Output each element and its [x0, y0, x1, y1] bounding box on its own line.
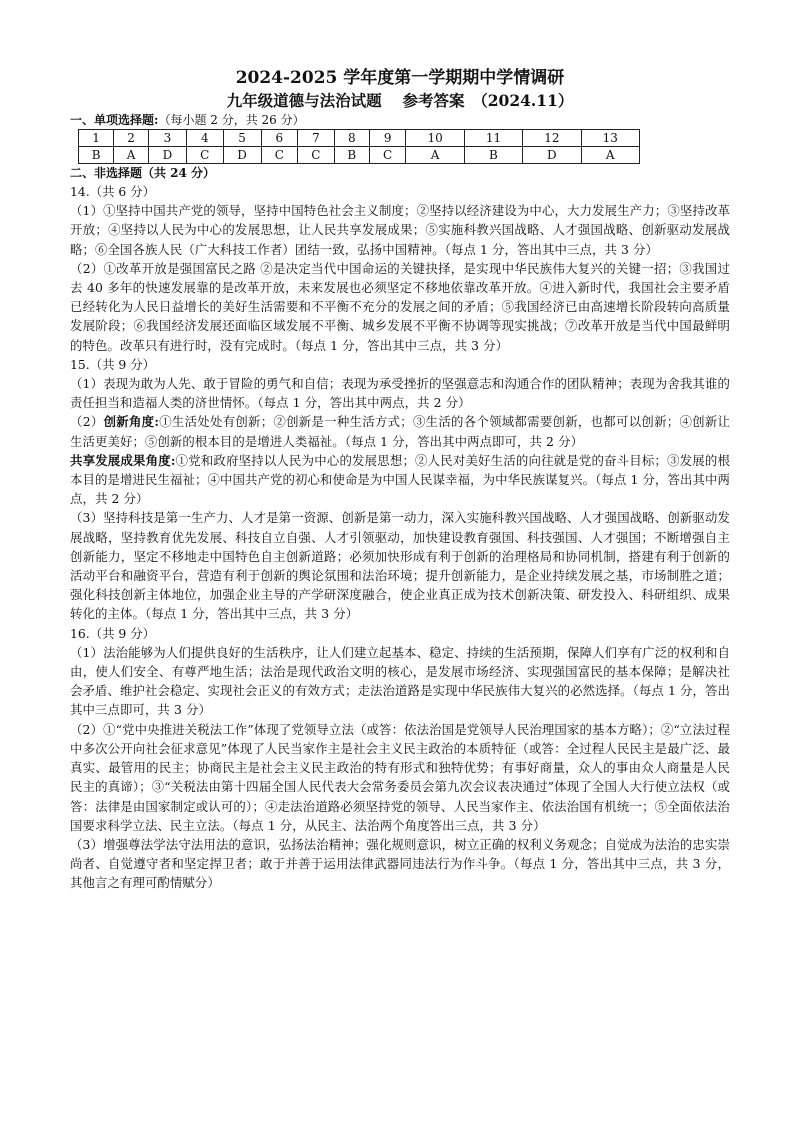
question-number: 4 — [187, 130, 224, 147]
innovation-angle-text: ①生活处处有创新；②创新是一种生活方式；③生活的各个领域都需要创新，也都可以创新；④创新让生活更美好；⑤创新的根本目的是增进人类福祉。（每点 1 分，答出其中两点即可，共 2 分） — [70, 414, 731, 449]
section1-heading — [70, 112, 730, 129]
q16-answer-3: （3）增强尊法学法守法用法的意识，弘扬法治精神；强化规则意识，树立正确的权利义务观念；自觉成为法治的忠实崇尚者、自觉遵守者和坚定捍卫者；敢于并善于运用法律武器同违法行为作斗争。（每点 1 分，答出其中三点，共 3 分，其他言之有理可酌情赋分） — [70, 836, 730, 891]
q16-answer-2: （2）①“党中央推进关税法工作”体现了党领导立法（或答：依法治国是党领导人民治理国家的基本方略）；②“立法过程中多次公开向社会征求意见”体现了人民当家作主是社会主义民主政治的本质特征（或答：全过程人民民主是最广泛、最真实、最管用的民主；协商民主是社会主义民主政治的特有形式和独特优势；有事好商量，众人的事由众人商量是人民民主的真谛）；③“关税法由第十四届全国人民代表大会常务委员会第九次会议表决通过”体现了全国人大行使立法权（或答：法律是由国家制定或认可的）；④走法治道路必须坚持党的领导、人民当家作主、依法治国有机统一；⑤全面依法治国要求科学立法、民主立法。（每点 1 分，从民主、法治两个角度答出三点，共 3 分） — [70, 721, 730, 833]
question-number: 12 — [523, 130, 581, 147]
answer-cell: A — [406, 147, 464, 164]
answer-table — [78, 129, 640, 164]
q14-answer-1: （1）①坚持中国共产党的领导，坚持中国特色社会主义制度；②坚持以经济建设为中心，大力发展生产力；③坚持改革开放；④坚持以人民为中心的发展思想，让人民共享发展成果；⑤实施科教兴国战略、人才强国战略、创新驱动发展战略；⑥全国各族人民（广大科技工作者）团结一致，弘扬中国精神。（每点 1 分，答出其中三点，共 3 分） — [70, 203, 730, 257]
question-number: 6 — [261, 130, 298, 147]
answer-cell: C — [187, 147, 224, 164]
answer-cell: D — [148, 147, 186, 164]
shared-development-text: ①党和政府坚持以人民为中心的发展思想；②人民对美好生活的向往就是党的奋斗目标；③发展的根本目的是增进民生福祉；④中国共产党的初心和使命是为中国人民谋幸福，为中华民族谋复兴。（每点 1 分，答出其中两点，共 2 分） — [70, 452, 730, 507]
question-number: 5 — [223, 130, 261, 147]
answer-cell: B — [79, 147, 114, 164]
answer-table-number-row — [79, 130, 640, 147]
question-number: 10 — [406, 130, 464, 147]
section2-heading: 二、非选择题（共 24 分） — [70, 166, 216, 180]
q16-answer-1: （1）法治能够为人们提供良好的生活秩序，让人们建立起基本、稳定、持续的生活预期，保障人们享有广泛的权利和自由，使人们安全、有尊严地生活；法治是现代政治文明的核心，是发展市场经济、实现强国富民的基本保障；是解决社会矛盾、维护社会稳定、实现社会正义的有效方式；走法治道路是实现中华民族伟大复兴的必然选择。（每点 1 分，答出其中三点即可，共 3 分） — [70, 644, 730, 718]
answer-cell: A — [114, 147, 149, 164]
question-number: 8 — [334, 130, 369, 147]
question-number: 1 — [79, 130, 114, 147]
shared-development-label: 共享发展成果角度: — [70, 452, 176, 468]
q15-answer-3: （3）坚持科技是第一生产力、人才是第一资源、创新是第一动力，深入实施科教兴国战略、人才强国战略、创新驱动发展战略，坚持教育优先发展、科技自立自强、人才引领驱动，加快建设教育强国、科技强国、人才强国；不断增强自主创新能力，坚定不移地走中国特色自主创新道路；必须加快形成有利于创新的治理格局和协同机制，搭建有利于创新的活动平台和融资平台，营造有利于创新的舆论氛围和法治环境；提升创新能力，是企业持续发展之基，市场制胜之道；强化科技创新主体地位，加强企业主导的产学研深度融合，使企业真正成为技术创新决策、研发投入、科研组织、成果转化的主体。（每点 1 分，答出其中三点，共 3 分） — [70, 510, 730, 622]
answer-cell: B — [464, 147, 522, 164]
page-subtitle: 九年级道德与法治试题 参考答案 （2024.11） — [226, 91, 574, 110]
question-number: 13 — [581, 130, 639, 147]
q14-answer-2: （2）①改革开放是强国富民之路 ②是决定当代中国命运的关键抉择，是实现中华民族伟大复兴的关键一招；③我国过去 40 多年的快速发展靠的是改革开放，未来发展也必须坚定不移地依靠改革开放。④进入新时代，我国社会主要矛盾已经转化为人民日益增长的美好生活需要和不平衡不充分的发展之间的矛盾；⑤我国经济已由高速增长阶段转向高质量发展阶段；⑥我国经济发展还面临区域发展不平衡、城乡发展不平衡不协调等现实挑战；⑦改革开放是当代中国最鲜明的特色。改革只有进行时，没有完成时。（每点 1 分，答出其中三点，共 3 分） — [70, 260, 730, 353]
answer-cell: C — [369, 147, 406, 164]
answer-cell: D — [523, 147, 581, 164]
answer-cell: C — [261, 147, 298, 164]
question-number: 3 — [148, 130, 186, 147]
q15-answer-2-prefix: （2） — [70, 414, 104, 430]
question-number: 9 — [369, 130, 406, 147]
answer-cell: A — [581, 147, 639, 164]
answer-cell: D — [223, 147, 261, 164]
q15-answer-2b — [70, 451, 730, 509]
q15-answer-2 — [70, 412, 730, 450]
question-number: 7 — [298, 130, 335, 147]
answer-cell: C — [298, 147, 335, 164]
question-number: 2 — [114, 130, 149, 147]
answer-cell: B — [334, 147, 369, 164]
section1-note: （每小题 2 分，共 26 分） — [158, 113, 305, 127]
question-number: 11 — [464, 130, 522, 147]
answer-sheet — [70, 68, 730, 893]
innovation-angle-label: 创新角度: — [103, 414, 159, 430]
page-title: 2024-2025 学年度第一学期期中学情调研 — [235, 68, 565, 88]
answer-table-answer-row — [79, 147, 640, 164]
q14-label: 14.（共 6 分） — [70, 184, 156, 199]
q16-label: 16.（共 9 分） — [70, 625, 156, 641]
section1-title: 一、单项选择题: — [70, 113, 159, 127]
q15-label: 15.（共 9 分） — [70, 356, 156, 372]
q15-answer-1: （1）表现为敢为人先、敢于冒险的勇气和自信；表现为承受挫折的坚强意志和沟通合作的团队精神；表现为舍我其谁的责任担当和造福人类的济世情怀。（每点 1 分，答出其中两点，共 2 分） — [70, 376, 730, 411]
